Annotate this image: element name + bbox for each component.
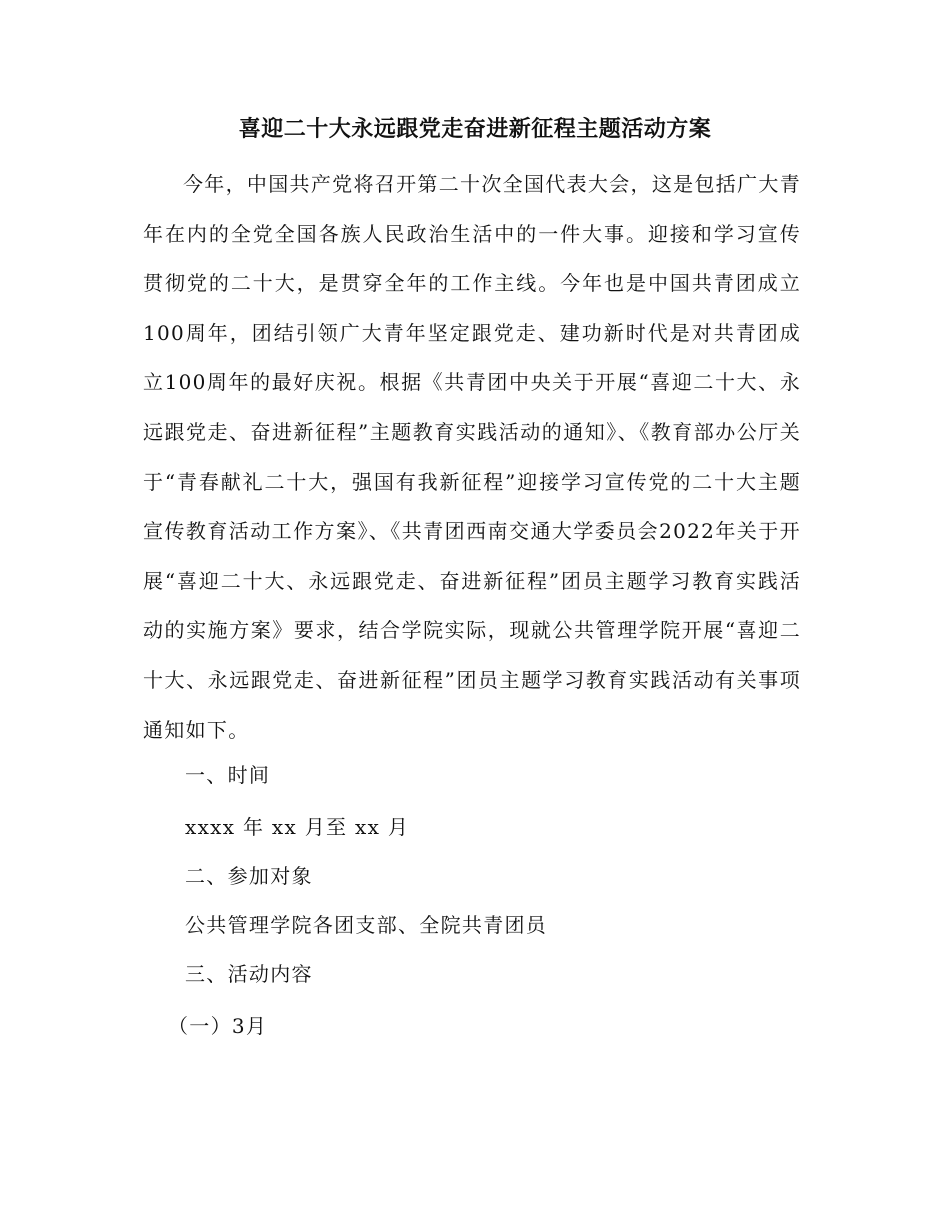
section-content-subheading: （一）3月	[168, 1014, 268, 1038]
document-title: 喜迎二十大永远跟党走奋进新征程主题活动方案	[238, 116, 712, 142]
intro-paragraph: 今年，中国共产党将召开第二十次全国代表大会，这是包括广大青年在内的全党全国各族人民政治生活中的一件大事。迎接和学习宣传贯彻党的二十大，是贯穿全年的工作主线。今年也是中国共青团成立100周年，团结引领广大青年坚定跟党走、建功新时代是对共青团成立100周年的最好庆祝。根据《共青团中央关于开展“喜迎二十大、永远跟党走、奋进新征程”主题教育实践活动的通知》、《教育部办公厅关于“青春献礼二十大，强国有我新征程”迎接学习宣传党的二十大主题宣传教育活动工作方案》、《共青团西南交通大学委员会2022年关于开展“喜迎二十大、永远跟党走、奋进新征程”团员主题学习教育实践活动的实施方案》要求，结合学院实际，现就公共管理学院开展“喜迎二十大、永远跟党走、奋进新征程”团员主题学习教育实践活动有关事项通知如下。	[143, 172, 801, 742]
section-participants-heading: 二、参加对象	[185, 864, 313, 888]
section-time-text: xxxx 年 xx 月至 xx 月	[185, 815, 410, 839]
section-participants-text: 公共管理学院各团支部、全院共青团员	[185, 913, 548, 937]
section-time-heading: 一、时间	[185, 763, 271, 787]
section-content-heading: 三、活动内容	[185, 962, 313, 986]
